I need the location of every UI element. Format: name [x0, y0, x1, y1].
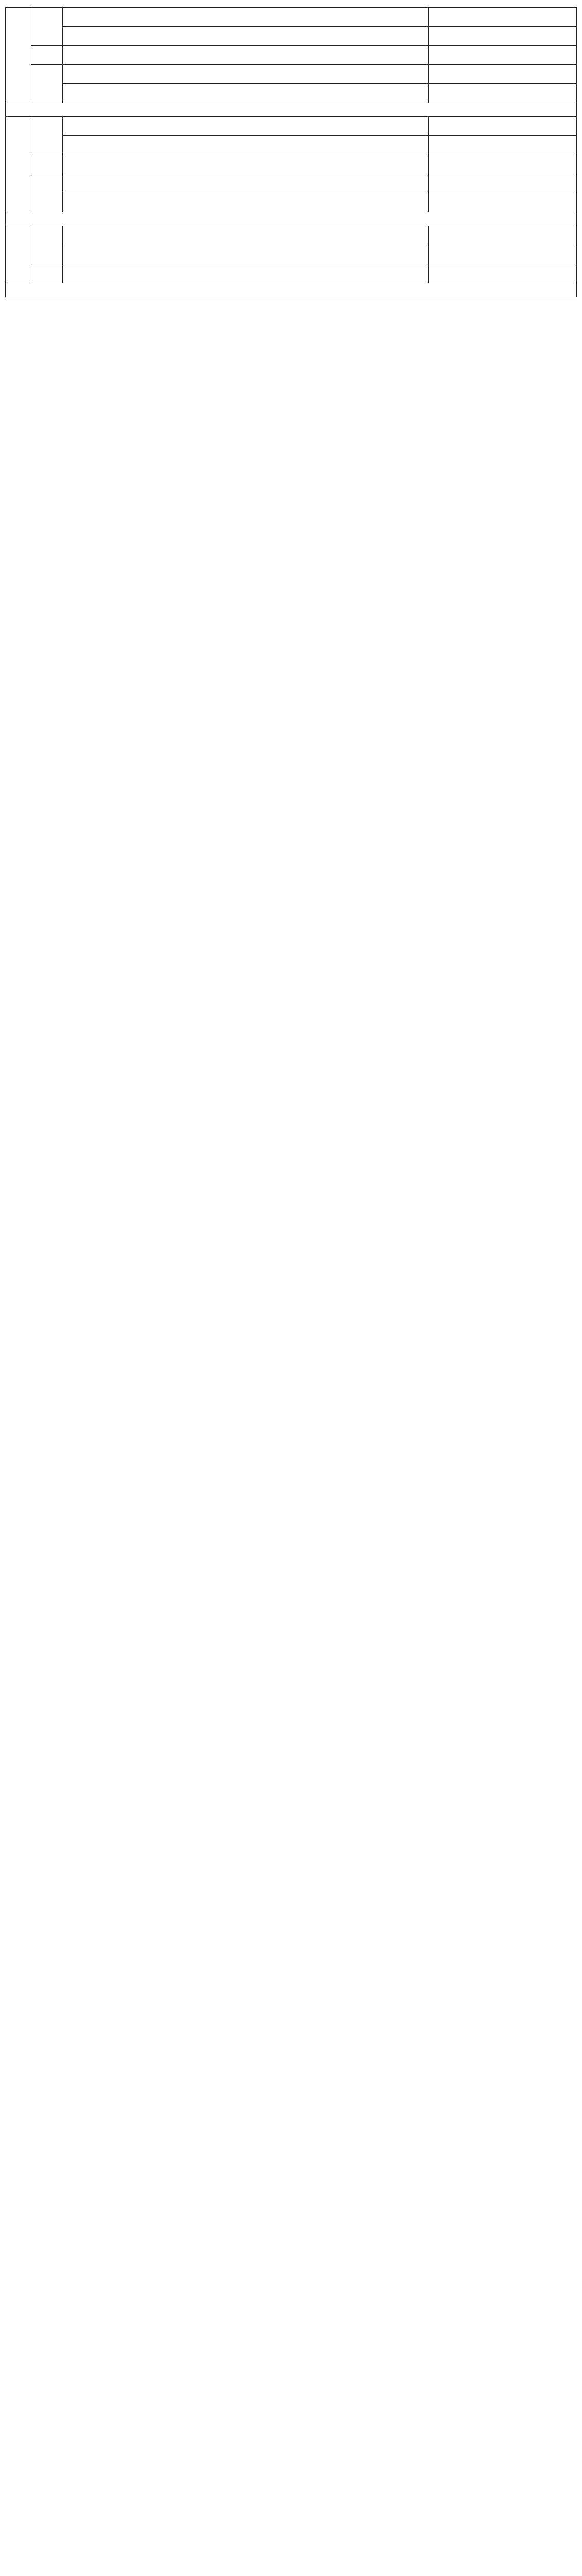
remark-cell	[428, 65, 576, 84]
region-cell	[31, 8, 62, 46]
region-cell	[31, 155, 62, 174]
table-row	[6, 136, 577, 155]
region-cell	[31, 226, 62, 264]
content-cell	[62, 174, 428, 193]
notes-heading	[5, 300, 577, 308]
content-cell	[62, 193, 428, 212]
table-row	[6, 46, 577, 65]
remark-cell	[428, 8, 576, 27]
region-cell	[31, 65, 62, 103]
content-cell	[62, 117, 428, 136]
table-row	[6, 8, 577, 27]
note-line	[5, 322, 577, 329]
remark-cell	[428, 84, 576, 103]
content-cell	[62, 226, 428, 245]
note-line	[5, 308, 577, 315]
region-cell	[31, 174, 62, 212]
group-summary-row	[6, 212, 577, 226]
group-summary-row	[6, 283, 577, 297]
category-cell	[6, 8, 31, 103]
footer-stamp	[0, 341, 582, 348]
table-row	[6, 226, 577, 245]
group-summary-row	[6, 103, 577, 117]
remark-cell	[428, 136, 576, 155]
content-cell	[62, 245, 428, 264]
group-summary-cell	[6, 212, 577, 226]
region-cell	[31, 117, 62, 155]
table-body	[6, 8, 577, 297]
content-cell	[62, 84, 428, 103]
group-summary-cell	[6, 283, 577, 297]
region-cell	[31, 46, 62, 65]
remark-cell	[428, 117, 576, 136]
table-row	[6, 193, 577, 212]
remark-cell	[428, 174, 576, 193]
note-line	[5, 329, 577, 336]
content-cell	[62, 136, 428, 155]
table-row	[6, 27, 577, 46]
region-cell	[31, 264, 62, 283]
remark-cell	[428, 27, 576, 46]
table-row	[6, 65, 577, 84]
content-cell	[62, 264, 428, 283]
note-line	[5, 315, 577, 322]
remark-cell	[428, 264, 576, 283]
table-row	[6, 117, 577, 136]
remark-cell	[428, 193, 576, 212]
remark-cell	[428, 155, 576, 174]
table-row	[6, 84, 577, 103]
group-summary-cell	[6, 103, 577, 117]
remark-cell	[428, 46, 576, 65]
planning-table	[5, 7, 577, 297]
content-cell	[62, 155, 428, 174]
table-row	[6, 264, 577, 283]
notes-section	[5, 300, 577, 336]
remark-cell	[428, 245, 576, 264]
content-cell	[62, 27, 428, 46]
notes-lines	[5, 308, 577, 336]
category-cell	[6, 226, 31, 283]
category-cell	[6, 117, 31, 212]
table-row	[6, 174, 577, 193]
content-cell	[62, 65, 428, 84]
table-row	[6, 245, 577, 264]
content-cell	[62, 8, 428, 27]
table-row	[6, 155, 577, 174]
content-cell	[62, 46, 428, 65]
remark-cell	[428, 226, 576, 245]
